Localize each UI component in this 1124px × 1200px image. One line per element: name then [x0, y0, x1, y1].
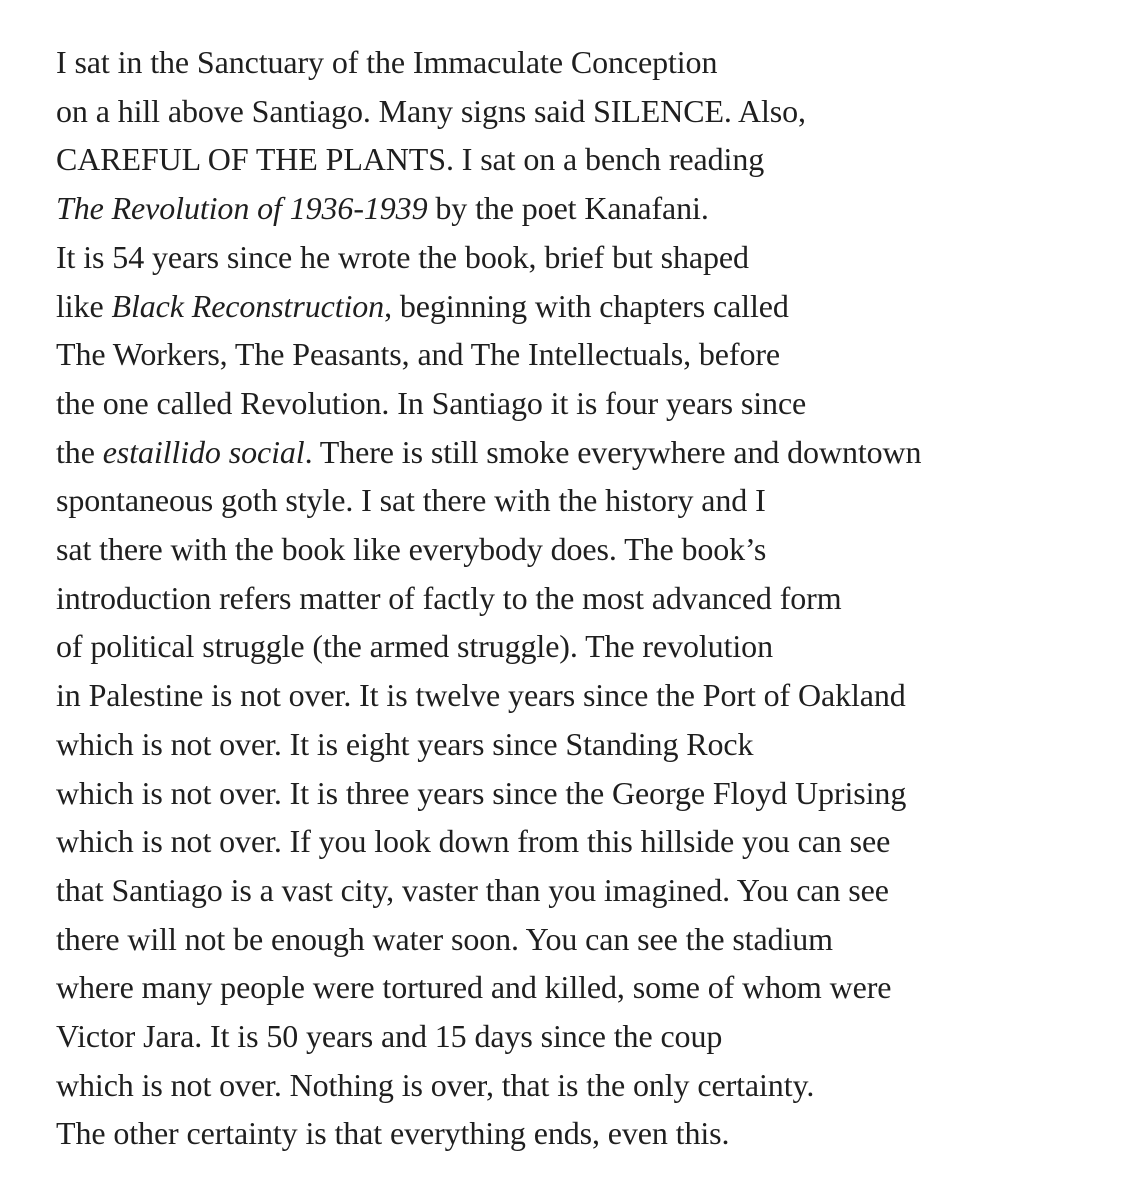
line-text: introduction refers matter of factly to the most advanced form	[56, 579, 842, 616]
line-text: spontaneous goth style. I sat there with the history and I	[56, 482, 766, 519]
line-text: on a hill above Santiago. Many signs said SILENCE. Also,	[56, 92, 806, 129]
line-text: there will not be enough water soon. You can see the stadium	[56, 920, 833, 957]
line-text: like	[56, 287, 112, 324]
line-text: by the poet Kanafani.	[427, 190, 709, 227]
line-text: Victor Jara. It is 50 years and 15 days since the coup	[56, 1018, 723, 1055]
poem-line	[56, 525, 1106, 574]
poem-line	[56, 574, 1106, 623]
poem-line	[56, 282, 1106, 331]
line-text: sat there with the book like everybody does. The book’s	[56, 531, 767, 568]
line-text: which is not over. It is eight years since Standing Rock	[56, 725, 754, 762]
poem-line	[56, 866, 1106, 915]
line-text: where many people were tortured and killed, some of whom were	[56, 969, 892, 1006]
poem-line	[56, 135, 1106, 184]
poem-line	[56, 622, 1106, 671]
poem-line	[56, 1109, 1106, 1158]
line-text: the	[56, 433, 103, 470]
poem-line	[56, 330, 1106, 379]
poem-line	[56, 476, 1106, 525]
poem-line	[56, 817, 1106, 866]
poem-line	[56, 428, 1106, 477]
line-text: The Workers, The Peasants, and The Intellectuals, before	[56, 336, 781, 373]
poem-line	[56, 963, 1106, 1012]
poem-line	[56, 671, 1106, 720]
italic-title-text: Black Reconstruction	[111, 287, 385, 324]
line-text: CAREFUL OF THE PLANTS. I sat on a bench reading	[56, 141, 765, 178]
poem-line	[56, 184, 1106, 233]
poem-text	[56, 38, 1106, 1158]
document-page	[56, 38, 1106, 1158]
poem-line	[56, 379, 1106, 428]
line-text: . There is still smoke everywhere and downtown	[304, 433, 922, 470]
line-text: the one called Revolution. In Santiago it is four years since	[56, 384, 807, 421]
line-text: which is not over. Nothing is over, that is the only certainty.	[56, 1066, 815, 1103]
line-text: It is 54 years since he wrote the book, brief but shaped	[56, 238, 749, 275]
poem-line	[56, 1012, 1106, 1061]
line-text: which is not over. It is three years since the George Floyd Uprising	[56, 774, 907, 811]
line-text: that Santiago is a vast city, vaster than you imagined. You can see	[56, 871, 889, 908]
italic-title-text: The Revolution of 1936-1939	[56, 190, 428, 227]
line-text: , beginning with chapters called	[384, 287, 789, 324]
poem-line	[56, 1061, 1106, 1110]
line-text: I sat in the Sanctuary of the Immaculate Conception	[56, 44, 718, 80]
line-text: of political struggle (the armed struggle). The revolution	[56, 628, 773, 665]
poem-line	[56, 38, 1106, 87]
line-text: which is not over. If you look down from this hillside you can see	[56, 823, 891, 860]
line-text: The other certainty is that everything ends, even this.	[56, 1115, 730, 1152]
poem-line	[56, 720, 1106, 769]
poem-line	[56, 87, 1106, 136]
italic-title-text: estaillido social	[102, 433, 305, 470]
poem-line	[56, 915, 1106, 964]
poem-line	[56, 233, 1106, 282]
poem-line	[56, 769, 1106, 818]
line-text: in Palestine is not over. It is twelve years since the Port of Oakland	[56, 677, 906, 714]
